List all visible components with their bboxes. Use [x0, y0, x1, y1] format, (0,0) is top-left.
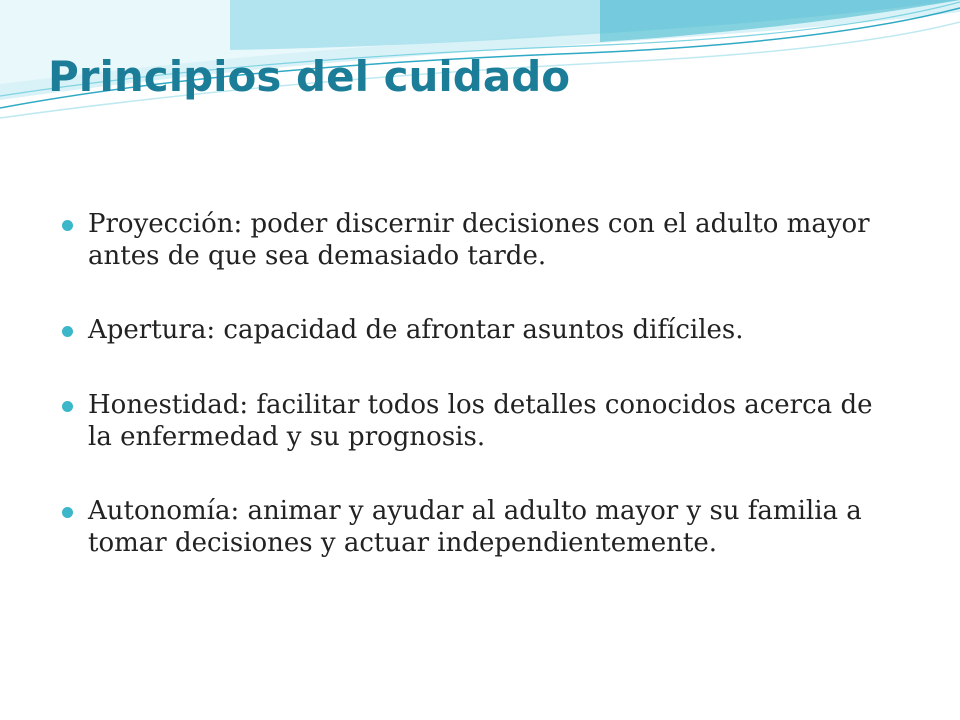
bullet-dot-icon [62, 326, 73, 337]
bullet-dot-icon [62, 507, 73, 518]
bullet-item-proyeccion [60, 208, 880, 272]
bullet-text: Honestidad: facilitar todos los detalles conocidos acerca de la enfermedad y su prognosis. [88, 389, 873, 452]
bullet-item-autonomia [60, 495, 880, 559]
bullet-dot-icon [62, 401, 73, 412]
wave-band-dark [600, 0, 960, 42]
bullet-item-honestidad [60, 389, 880, 453]
bullet-text: Apertura: capacidad de afrontar asuntos difíciles. [88, 315, 744, 346]
bullet-list [60, 208, 880, 602]
bullet-dot-icon [62, 220, 73, 231]
bullet-item-apertura [60, 314, 880, 346]
bullet-text: Autonomía: animar y ayudar al adulto mayor y su familia a tomar decisiones y actuar independientemente. [88, 496, 862, 559]
slide-title: Principios del cuidado [48, 52, 571, 101]
bullet-text: Proyección: poder discernir decisiones con el adulto mayor antes de que sea demasiado tarde. [88, 209, 870, 272]
